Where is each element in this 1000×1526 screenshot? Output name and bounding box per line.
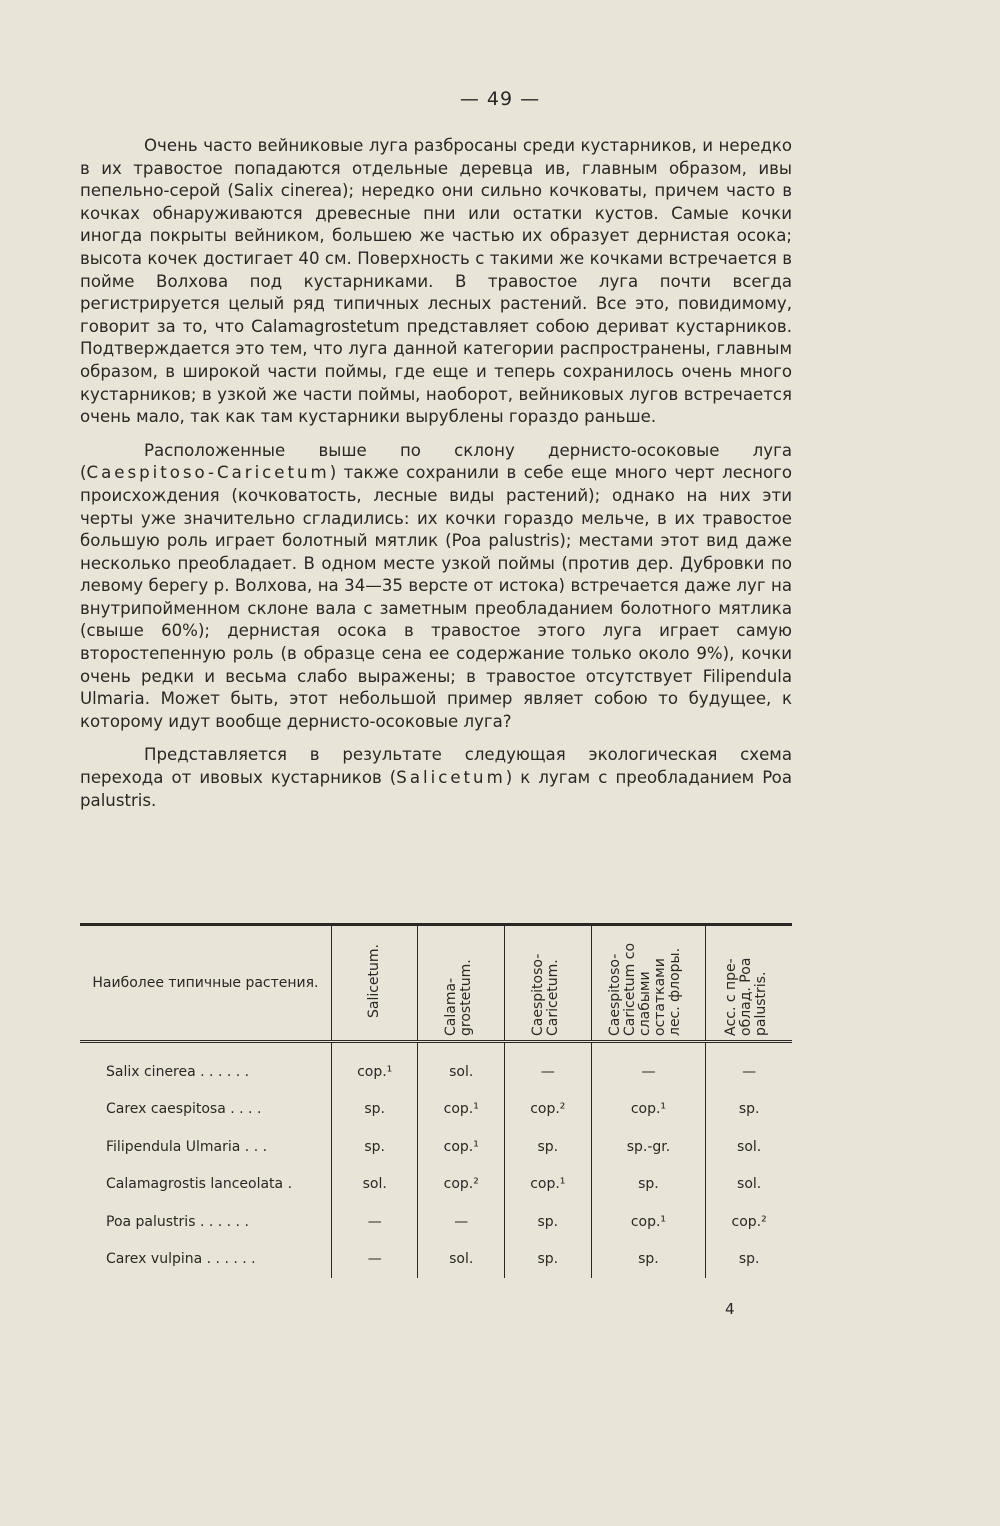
table-cell: sp. — [505, 1203, 592, 1241]
plant-name: Calamagrostis lanceolata . — [106, 1176, 293, 1193]
header-col-3: Caespitoso-Caricetum. — [505, 925, 592, 1042]
table-cell: cop.¹ — [418, 1128, 505, 1166]
table-cell: sol. — [706, 1166, 792, 1204]
signature-number: 4 — [725, 1300, 735, 1318]
vegetation-table — [80, 923, 792, 1278]
plant-name: Salix cinerea . . . . . . — [106, 1063, 250, 1080]
table-cell: cop.¹ — [591, 1203, 706, 1241]
plant-name: Poa palustris . . . . . . — [106, 1213, 249, 1230]
table-row — [80, 1091, 792, 1129]
plant-name: Carex vulpina . . . . . . — [106, 1251, 256, 1268]
table-cell: cop.² — [418, 1166, 505, 1204]
table-header-row — [80, 925, 792, 1042]
table-cell: sol. — [331, 1166, 418, 1204]
table-cell: sp. — [505, 1128, 592, 1166]
table-cell: sp. — [706, 1241, 792, 1279]
paragraph-2: Расположенные выше по склону дернисто-осоковые луга (Caespitoso-Caricetum) также сохранили в себе еще много черт лесного происхождения (кочковатость, лесные виды растений); однако на них эти черты уже значительно сгладились: их кочки гораздо мельче, в их травостое большую роль играет болотный мятлик (Poa palustris); местами этот вид даже несколько преобладает. В одном месте узкой поймы (против дер. Дубровки по левому берегу р. Волхова, на 34—35 версте от истока) встречается даже луг на внутрипойменном склоне вала с заметным преобладанием болотного мятлика (свыше 60%); дернистая осока в травостое этого луга играет самую второстепенную роль (в образце сена ее содержание только около 9%), кочки очень редки и весьма слабо выражены; в травостое отсутствует Filipendula Ulmaria. Может быть, этот небольшой пример являет собою то будущее, к которому идут вообще дернисто-осоковые луга? — [80, 440, 792, 731]
table-cell: — — [331, 1203, 418, 1241]
header-col-1: Salicetum. — [331, 925, 418, 1042]
table-cell: — — [505, 1053, 592, 1091]
header-col-2: Calama-grostetum. — [418, 925, 505, 1042]
page-number: — 49 — — [459, 88, 541, 110]
table-cell: sp. — [706, 1091, 792, 1129]
table-cell: cop.² — [706, 1203, 792, 1241]
table-cell: cop.² — [505, 1091, 592, 1129]
table-cell: sp. — [591, 1241, 706, 1279]
table-row — [80, 1203, 792, 1241]
paragraph-1: Очень часто вейниковые луга разбросаны среди кустарников, и нередко в их травостое попадаются отдельные деревца ив, главным образом, ивы пепельно-серой (Salix cinerea); нередко они сильно кочковаты, причем часто в кочках обнаруживаются древесные пни или остатки кустов. Самые кочки иногда покрыты вейником, большею же частью их образует дернистая осока; высота кочек достигает 40 см. Поверхность с такими же кочками встречается в пойме Волхова под кустарниками. В травостое луга почти всегда регистрируется целый ряд типичных лесных растений. Все это, повидимому, говорит за то, что Calamagrostetum представляет собою дериват кустарников. Подтверждается это тем, что луга данной категории распространены, главным образом, в широкой части поймы, где еще и теперь сохранилось очень много кустарников; в узкой же части поймы, наоборот, вейниковых лугов встречается очень мало, так как там кустарники вырублены гораздо раньше. — [80, 136, 792, 427]
header-col-4: Caespitoso-Caricetum со слабыми остатками лес. флоры. — [591, 925, 706, 1042]
table-cell: sp. — [505, 1241, 592, 1279]
paragraph-3: Представляется в результате следующая экологическая схема перехода от ивовых кустарников (Salicetum) к лугам с преобладанием Poa palustris. — [80, 745, 792, 810]
body-text — [80, 135, 792, 823]
table-cell: sol. — [418, 1241, 505, 1279]
plant-name: Filipendula Ulmaria . . . — [106, 1138, 268, 1155]
table-cell: cop.¹ — [591, 1091, 706, 1129]
header-plants: Наиболее типичные растения. — [80, 925, 331, 1042]
header-col-5: Асс. с пре-облад. Poa palustris. — [706, 925, 792, 1042]
table-cell: cop.¹ — [505, 1166, 592, 1204]
table-cell: cop.¹ — [331, 1053, 418, 1091]
table-row — [80, 1128, 792, 1166]
table-cell: sp.-gr. — [591, 1128, 706, 1166]
table-cell: sp. — [591, 1166, 706, 1204]
table-cell: sol. — [418, 1053, 505, 1091]
table-row — [80, 1053, 792, 1091]
table-cell: sp. — [331, 1091, 418, 1129]
table-cell: cop.¹ — [418, 1091, 505, 1129]
table-cell: sol. — [706, 1128, 792, 1166]
table-cell: — — [706, 1053, 792, 1091]
table-row — [80, 1166, 792, 1204]
table-row — [80, 1241, 792, 1279]
table-cell: — — [591, 1053, 706, 1091]
table-cell: sp. — [331, 1128, 418, 1166]
plant-name: Carex caespitosa . . . . — [106, 1101, 262, 1118]
table-cell: — — [331, 1241, 418, 1279]
table-cell: — — [418, 1203, 505, 1241]
